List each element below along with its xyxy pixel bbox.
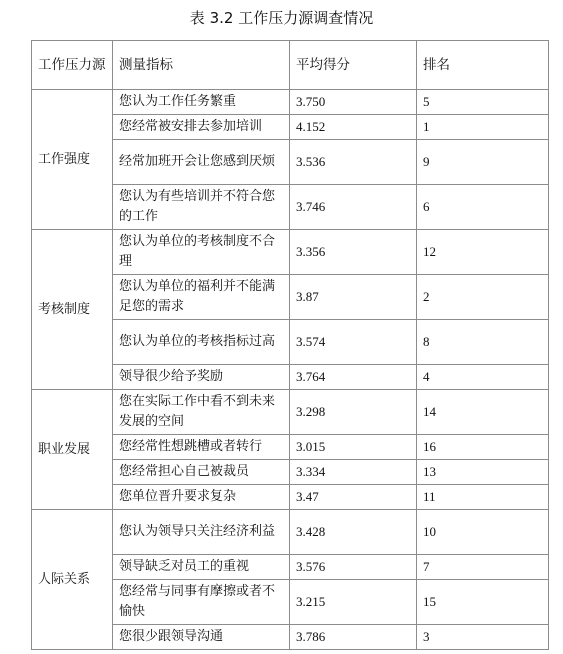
score-cell: 3.764 [290,365,417,390]
header-rank: 排名 [417,41,549,90]
rank-cell: 3 [417,625,549,650]
indicator-cell: 您很少跟领导沟通 [113,625,290,650]
header-stress-source: 工作压力源 [32,41,113,90]
score-cell: 3.356 [290,230,417,275]
rank-cell: 12 [417,230,549,275]
indicator-cell: 您单位晋升要求复杂 [113,485,290,510]
indicator-cell: 您经常担心自己被裁员 [113,460,290,485]
rank-cell: 9 [417,140,549,185]
indicator-cell: 您经常性想跳槽或者转行 [113,435,290,460]
indicator-cell: 您认为工作任务繁重 [113,90,290,115]
category-cell: 工作强度 [32,90,113,230]
rank-cell: 2 [417,275,549,320]
indicator-cell: 您在实际工作中看不到未来发展的空间 [113,390,290,435]
category-cell: 考核制度 [32,230,113,390]
category-cell: 人际关系 [32,510,113,650]
score-cell: 3.298 [290,390,417,435]
rank-cell: 8 [417,320,549,365]
score-cell: 3.015 [290,435,417,460]
table-row [32,390,549,435]
indicator-cell: 领导很少给予奖励 [113,365,290,390]
rank-cell: 14 [417,390,549,435]
rank-cell: 15 [417,580,549,625]
rank-cell: 5 [417,90,549,115]
score-cell: 3.47 [290,485,417,510]
score-cell: 3.746 [290,185,417,230]
indicator-cell: 您认为有些培训并不符合您的工作 [113,185,290,230]
score-cell: 3.786 [290,625,417,650]
indicator-cell: 领导缺乏对员工的重视 [113,555,290,580]
table-row [32,90,549,115]
indicator-cell: 您认为单位的考核制度不合理 [113,230,290,275]
score-cell: 3.87 [290,275,417,320]
score-cell: 3.750 [290,90,417,115]
header-average-score: 平均得分 [290,41,417,90]
table-caption: 表 3.2 工作压力源调查情况 [189,9,374,27]
table-header-row [32,41,549,90]
score-cell: 3.576 [290,555,417,580]
indicator-cell: 您认为单位的福利并不能满足您的需求 [113,275,290,320]
score-cell: 3.574 [290,320,417,365]
score-cell: 4.152 [290,115,417,140]
table-row [32,510,549,555]
rank-cell: 11 [417,485,549,510]
score-cell: 3.334 [290,460,417,485]
stress-source-table [31,40,549,650]
rank-cell: 6 [417,185,549,230]
category-cell: 职业发展 [32,390,113,510]
table-row [32,230,549,275]
rank-cell: 16 [417,435,549,460]
score-cell: 3.428 [290,510,417,555]
rank-cell: 1 [417,115,549,140]
indicator-cell: 您经常与同事有摩擦或者不愉快 [113,580,290,625]
rank-cell: 7 [417,555,549,580]
rank-cell: 4 [417,365,549,390]
score-cell: 3.215 [290,580,417,625]
rank-cell: 10 [417,510,549,555]
header-indicator: 测量指标 [113,41,290,90]
indicator-cell: 经常加班开会让您感到厌烦 [113,140,290,185]
score-cell: 3.536 [290,140,417,185]
indicator-cell: 您经常被安排去参加培训 [113,115,290,140]
indicator-cell: 您认为单位的考核指标过高 [113,320,290,365]
indicator-cell: 您认为领导只关注经济利益 [113,510,290,555]
rank-cell: 13 [417,460,549,485]
